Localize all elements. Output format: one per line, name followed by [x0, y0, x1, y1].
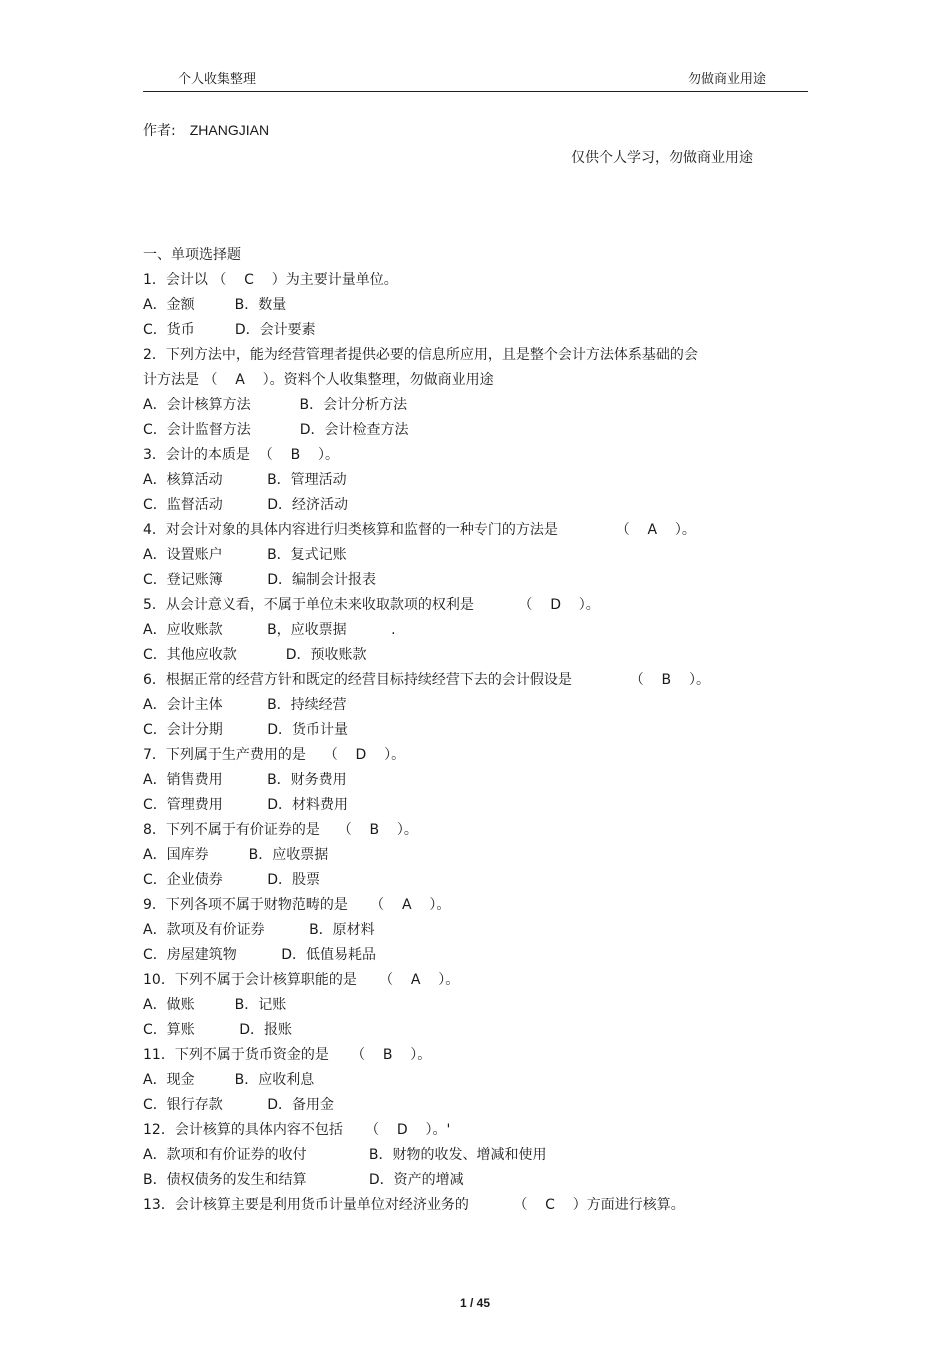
- question-line: 2．下列方法中，能为经营管理者提供必要的信息所应用，且是整个会计方法体系基础的会: [143, 347, 698, 363]
- header-divider: [143, 91, 808, 92]
- question-line: C．会计监督方法 D．会计检查方法: [143, 422, 409, 438]
- question-line: A．做账 B．记账: [143, 997, 287, 1013]
- question-line: 计方法是 （ A ）。资料个人收集整理，勿做商业用途: [143, 372, 494, 388]
- question-line: C．货币 D．会计要素: [143, 322, 316, 338]
- question-line: C．银行存款 D．备用金: [143, 1097, 335, 1113]
- author-name: ZHANGJIAN: [189, 122, 270, 138]
- author-label: 作者:: [143, 123, 176, 139]
- question-line: A．国库券 B．应收票据: [143, 847, 329, 863]
- question-line: C．其他应收款 D．预收账款: [143, 647, 367, 663]
- question-line: 13．会计核算主要是利用货币计量单位对经济业务的 （ C ）方面进行核算。: [143, 1197, 685, 1213]
- question-line: 9．下列各项不属于财物范畴的是 （ A ）。: [143, 897, 451, 913]
- question-line: B．债权债务的发生和结算 D．资产的增减: [143, 1172, 464, 1188]
- question-line: 11．下列不属于货币资金的是 （ B ）。: [143, 1047, 432, 1063]
- question-line: 1．会计以 （ C ）为主要计量单位。: [143, 272, 398, 288]
- question-line: A．款项及有价证券 B．原材料: [143, 922, 375, 938]
- header-left-text: 个人收集整理: [178, 72, 257, 87]
- usage-notice: 仅供个人学习，勿做商业用途: [571, 150, 753, 166]
- question-line: 3．会计的本质是 （ B ）。: [143, 447, 340, 463]
- page-number: 1 / 45: [459, 1296, 491, 1310]
- question-line: A．会计主体 B．持续经营: [143, 697, 347, 713]
- question-line: C．登记账簿 D．编制会计报表: [143, 572, 377, 588]
- question-line: A．销售费用 B．财务费用: [143, 772, 347, 788]
- question-line: 6．根据正常的经营方针和既定的经营目标持续经营下去的会计假设是 （ B ）。: [143, 672, 710, 688]
- question-list: [143, 270, 763, 1220]
- question-line: 7．下列属于生产费用的是 （ D ）。: [143, 747, 406, 763]
- question-line: 10．下列不属于会计核算职能的是 （ A ）。: [143, 972, 460, 988]
- question-line: 5．从会计意义看，不属于单位未来收取款项的权利是 （ D ）。: [143, 597, 600, 613]
- question-line: A．设置账户 B．复式记账: [143, 547, 347, 563]
- question-line: 8．下列不属于有价证券的是 （ B ）。: [143, 822, 418, 838]
- question-line: C．会计分期 D．货币计量: [143, 722, 349, 738]
- question-line: C．管理费用 D．材料费用: [143, 797, 349, 813]
- header-right-text: 勿做商业用途: [688, 72, 767, 87]
- question-line: A．会计核算方法 B．会计分析方法: [143, 397, 408, 413]
- question-line: C．企业债券 D．股票: [143, 872, 321, 888]
- author-line: [143, 120, 269, 140]
- question-line: C．算账 D．报账: [143, 1022, 293, 1038]
- question-line: 12．会计核算的具体内容不包括 （ D ）。': [143, 1122, 451, 1138]
- question-line: A．款项和有价证券的收付 B．财物的收发、增减和使用: [143, 1147, 547, 1163]
- question-line: A．现金 B．应收利息: [143, 1072, 315, 1088]
- question-line: A．核算活动 B．管理活动: [143, 472, 347, 488]
- question-line: C．监督活动 D．经济活动: [143, 497, 349, 513]
- section-title: 一、单项选择题: [143, 247, 241, 263]
- question-line: A．金额 B．数量: [143, 297, 287, 313]
- question-line: 4．对会计对象的具体内容进行归类核算和监督的一种专门的方法是 （ A ）。: [143, 522, 696, 538]
- question-line: C．房屋建筑物 D．低值易耗品: [143, 947, 377, 963]
- question-line: A．应收账款 B，应收票据 .: [143, 622, 396, 638]
